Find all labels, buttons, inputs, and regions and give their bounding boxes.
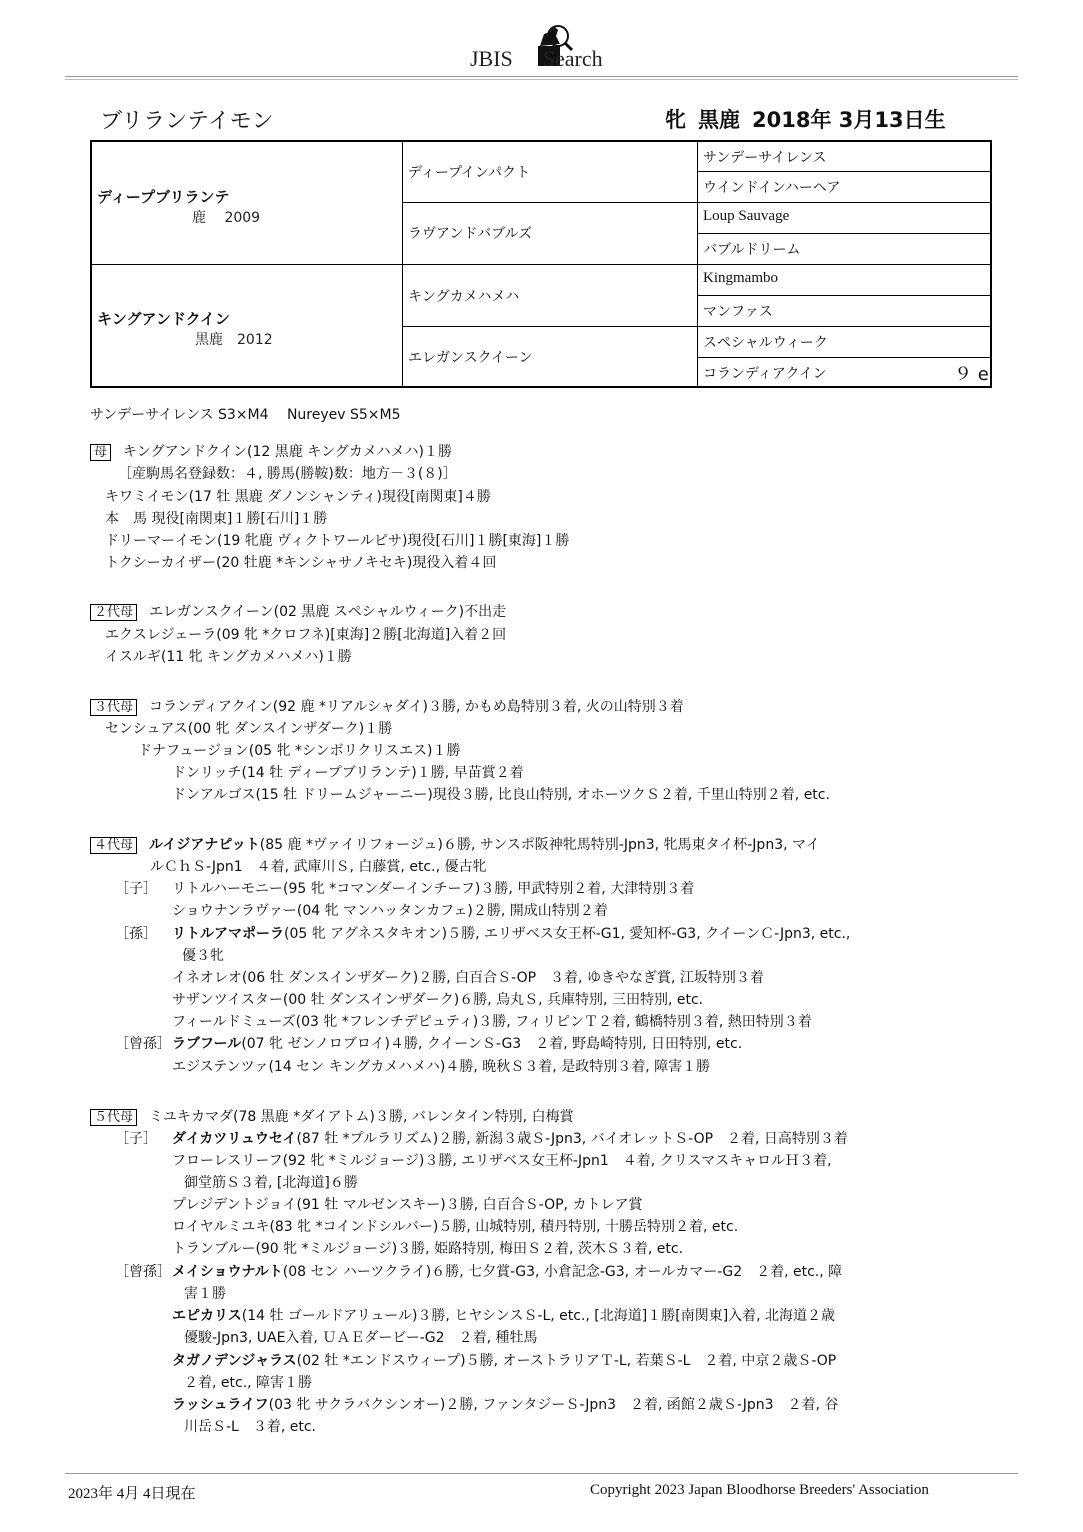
g5-c2-cont: 御堂筋Ｓ３着, [北海道]６勝 (184, 1175, 358, 1191)
dds: スペシャルウィーク (703, 335, 828, 351)
g5-c1-bold: ダイカツリュウセイ (172, 1131, 297, 1147)
dam-sire: キングカメハメハ (408, 289, 520, 305)
g5-g3-bold: タガノデンジャラス (172, 1353, 297, 1369)
inbreeding-line: サンデーサイレンス S3×M4 Nureyev S5×M5 (90, 407, 401, 423)
g5-head-line (90, 1106, 574, 1126)
g4-grand-rest: (05 牝 アグネスタキオン)５勝, エリザベス女王杯-G1, 愛知杯-G3, クイーンＣ-Jpn3, etc., (284, 926, 851, 942)
g5-g4-bold: ラッシュライフ (172, 1397, 269, 1413)
g3-line-4: ドンアルゴス(15 牡 ドリームジャーニー)現役３勝, 比良山特別, オホーツクＳ２着, 千里山特別２着, etc. (172, 787, 830, 803)
g5-c2: フローレスリーフ(92 牝 *ミルジョージ)３勝, エリザベス女王杯-Jpn1 ４着, クリスマスキャロルＨ３着, (172, 1153, 832, 1169)
g2-line-0: エレガンスクイーン(02 黒鹿 スペシャルウィーク)不出走 (149, 604, 507, 620)
g4-great-bold: ラブフール (172, 1036, 242, 1052)
g4-grand-2: フィールドミューズ(03 牝 *フレンチデピュティ)３勝, フィリピンＴ２着, 鶴橋特別３着, 熱田特別３着 (172, 1014, 812, 1030)
sds: Loup Sauvage (703, 208, 790, 224)
g5-c1 (172, 1128, 848, 1148)
g5-child-label: ［子］ (115, 1131, 157, 1147)
family-number: ９ e (954, 364, 989, 385)
header-rule-2 (65, 79, 1018, 80)
g4-grand-cont: 優３牝 (182, 948, 224, 964)
g2-tag: ２代母 (90, 604, 137, 621)
g5-g4-cont: 川岳Ｓ-L ３着, etc. (184, 1419, 317, 1435)
g5-g3-rest: (02 牡 *エンドスウィープ)５勝, オーストラリアＴ-L, 若葉Ｓ-L ２着, 中京２歳Ｓ-OP (296, 1353, 837, 1369)
g3-line-0: コランディアクイン(92 鹿 *リアルシャダイ)３勝, かもめ島特別３着, 火の山特別３着 (149, 699, 684, 715)
g4-great-head (172, 1033, 742, 1053)
sire-dam: ラヴアンドバブルズ (408, 226, 533, 242)
dam-line-5: トクシーカイザー(20 牡鹿 *キンシャサノキセキ)現役入着４回 (105, 555, 497, 571)
g4-head-line (90, 834, 820, 854)
g4-grand-bold: リトルアマポーラ (172, 926, 284, 942)
g4-head-bold: ルイジアナピット (149, 837, 260, 853)
g5-g3 (172, 1350, 836, 1370)
dam-cell (97, 308, 273, 349)
dam-line-3: 本 馬 現役[南関東]１勝[石川]１勝 (105, 511, 328, 527)
header-rule (65, 76, 1018, 77)
dsd: マンファス (703, 304, 773, 320)
horse-birth: 2018年 3月13日生 (752, 108, 946, 132)
g5-g4-rest: (03 牝 サクラバクシンオー)２勝, ファンタジーＳ-Jpn3 ２着, 函館２歳Ｓ-Jpn3 ２着, 谷 (268, 1397, 839, 1413)
ddd: コランディアクイン (703, 366, 827, 382)
g4-grand-head (172, 923, 850, 943)
g3-line-1: センシュアス(00 牝 ダンスインザダーク)１勝 (105, 721, 393, 737)
dam-line-2: キワミイモン(17 牡 黒鹿 ダノンシャンティ)現役[南関東]４勝 (105, 489, 491, 505)
g5-great-label: ［曾孫］ (115, 1264, 171, 1280)
g5-g1 (172, 1261, 842, 1281)
dam-line-1: ［産駒馬名登録数：４, 勝馬(勝鞍)数：地方－３(８)］ (118, 466, 457, 482)
g2-line-1: エクスレジェーラ(09 牝 *クロフネ)[東海]２勝[北海道]入着２回 (105, 627, 507, 643)
g4-great-label: ［曾孫］ (115, 1036, 171, 1052)
horse-sex: 牝 (665, 108, 686, 132)
g4-grand-label: ［孫］ (115, 926, 157, 942)
dam-tag: 母 (90, 444, 111, 461)
footer-rule (65, 1473, 1018, 1474)
g4-great-other: エジステンツァ(14 セン キングカメハメハ)４勝, 晩秋Ｓ３着, 是政特別３着, 障害１勝 (172, 1059, 711, 1075)
g5-g2-bold: エピカリス (172, 1308, 242, 1324)
sire-cell (97, 186, 260, 227)
logo-text-search: Search (542, 46, 603, 71)
g4-child-1: ショウナンラヴァー(04 牝 マンハッタンカフェ)２勝, 開成山特別２着 (172, 903, 608, 919)
dam-line-4: ドリーマーイモン(19 牝鹿 ヴィクトワールピサ)現役[石川]１勝[東海]１勝 (105, 533, 570, 549)
g5-g3-cont: ２着, etc., 障害１勝 (184, 1375, 313, 1391)
g2-line-2: イスルギ(11 牝 キングカメハメハ)１勝 (105, 649, 352, 665)
g5-g1-cont: 害１勝 (184, 1286, 226, 1302)
g5-head: ミユキカマダ(78 黒鹿 *ダイアトム)３勝, バレンタイン特別, 白梅賞 (149, 1109, 574, 1125)
g4-head-rest: (85 鹿 *ヴァイリフォージュ)６勝, サンスポ阪神牝馬特別-Jpn3, 牝馬東タイ杯-Jpn3, マイ (259, 837, 820, 853)
footer-date: 2023年 4月 4日現在 (68, 1486, 196, 1502)
g4-child-label: ［子］ (115, 881, 157, 897)
g5-g2-cont: 優駿-Jpn3, UAE入着, ＵＡＥダービー-G2 ２着, 種牡馬 (184, 1330, 538, 1346)
horse-color: 黒鹿 (698, 108, 740, 132)
dam-dam: エレガンスクイーン (408, 350, 533, 366)
dam-head-line (90, 441, 452, 461)
dam-detail: 黒鹿 2012 (195, 332, 273, 348)
g4-head-cont: ルＣｈＳ-Jpn1 ４着, 武庫川Ｓ, 白藤賞, etc., 優古牝 (150, 859, 487, 875)
g5-g1-bold: メイショウナルト (172, 1264, 283, 1280)
sss: サンデーサイレンス (703, 150, 827, 166)
g4-tag: ４代母 (90, 837, 137, 854)
logo-text-jbis: JBIS (470, 46, 513, 71)
ssd: ウインドインハーヘア (703, 180, 841, 196)
g5-c4: ロイヤルミユキ(83 牝 *コインドシルバー)５勝, 山城特別, 積丹特別, 十勝岳特別２着, etc. (172, 1219, 739, 1235)
g4-child-0: リトルハーモニー(95 牝 *コマンダーインチーフ)３勝, 甲武特別２着, 大津特別３着 (172, 881, 695, 897)
g5-c5: トランブルー(90 牝 *ミルジョージ)３勝, 姫路特別, 梅田Ｓ２着, 茨木Ｓ３着, etc. (172, 1241, 684, 1257)
g5-c1-rest: (87 牡 *プルラリズム)２勝, 新潟３歳Ｓ-Jpn3, バイオレットＳ-OP ２着, 日高特別３着 (296, 1131, 848, 1147)
sire-name: ディープブリランテ (97, 188, 230, 206)
horse-name: ブリランテイモン (100, 109, 274, 134)
g5-g2-rest: (14 牡 ゴールドアリュール)３勝, ヒヤシンスＳ-L, etc., [北海道]１勝[南関東]入着, 北海道２歳 (241, 1308, 836, 1324)
g5-g1-rest: (08 セン ハーツクライ)６勝, 七夕賞-G3, 小倉記念-G3, オールカマー-G2 ２着, etc., 障 (282, 1264, 843, 1280)
sire-detail: 鹿 2009 (192, 210, 261, 226)
sdd: バブルドリーム (703, 242, 801, 258)
g5-g2 (172, 1305, 835, 1325)
horse-info (665, 104, 958, 134)
g3-line-3: ドンリッチ(14 牡 ディープブリランテ)１勝, 早苗賞２着 (172, 765, 524, 781)
footer-copyright: Copyright 2023 Japan Bloodhorse Breeders' Association (590, 1482, 929, 1498)
g5-g4 (172, 1394, 838, 1414)
dam-line-0: キングアンドクイン(12 黒鹿 キングカメハメハ)１勝 (123, 444, 452, 460)
g5-tag: ５代母 (90, 1109, 137, 1126)
pedigree-table (90, 140, 992, 388)
g3-head-line (90, 696, 684, 716)
g5-c3: プレジデントジョイ(91 牡 マルゼンスキー)３勝, 白百合Ｓ-OP, カトレア賞 (172, 1197, 643, 1213)
dss: Kingmambo (703, 270, 778, 286)
sire-sire: ディープインパクト (408, 165, 530, 181)
jbis-search-logo (470, 22, 640, 72)
g4-great-rest: (07 牝 ゼンノロブロイ)４勝, クイーンＳ-G3 ２着, 野島崎特別, 日田特別, etc. (241, 1036, 743, 1052)
g2-head-line (90, 601, 506, 621)
dam-name: キングアンドクイン (97, 310, 230, 328)
g3-line-2: ドナフュージョン(05 牝 *シンボリクリスエス)１勝 (138, 743, 461, 759)
g3-tag: ３代母 (90, 699, 137, 716)
g4-grand-1: サザンツイスター(00 牡 ダンスインザダーク)６勝, 烏丸Ｓ, 兵庫特別, 三田特別, etc. (172, 992, 704, 1008)
g4-grand-0: イネオレオ(06 牡 ダンスインザダーク)２勝, 白百合Ｓ-OP ３着, ゆきやなぎ賞, 江坂特別３着 (172, 970, 764, 986)
